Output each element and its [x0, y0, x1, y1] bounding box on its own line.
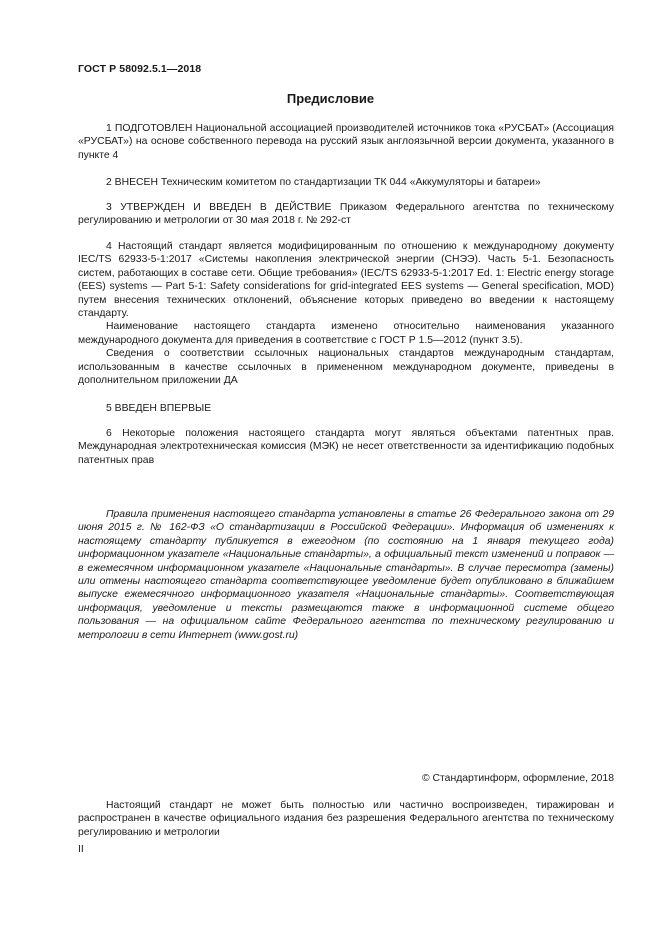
page-title: Предисловие [286, 91, 375, 106]
item-2 [78, 176, 614, 189]
application-notice [78, 508, 614, 642]
item-1-text: 1 ПОДГОТОВЛЕН Национальной ассоциацией производителей источников тока «РУСБАТ» (Ассоциация «РУСБАТ») на основе собственного перевода на русский язык англоязычной версии документа, указанного в пункте 4 [78, 123, 614, 161]
item-6-text: 6 Некоторые положения настоящего стандарта могут являться объектами патентных прав. Международная электротехническая комиссия (МЭК) не несет ответственности за идентификацию подобных патентных прав [78, 428, 614, 466]
item-1 [78, 122, 614, 162]
item-4-text: 4 Настоящий стандарт является модифицированным по отношению к международному документу IEC/TS 62933-5-1:2017 «Системы накопления электрической энергии (СНЭЭ). Часть 5-1. Безопасность систем, работающих в составе сети. Общие требования» (IEC/TS 62933-5-1:2017 Ed. 1: Electric energy storage (EES) systems — Part 5-1: Safety considerations for grid-integrated EES systems — General specification, MOD) путем внесения технических отклонений, объяснение которых приведено во введении к настоящему стандарту. [78, 241, 614, 320]
item-6 [78, 427, 614, 467]
application-notice-text: Правила применения настоящего стандарта установлены в статье 26 Федерального закона от 29 июня 2015 г. № 162-ФЗ «О стандартизации в Российской Федерации». Информация об изменениях к настоящему стандарту публикуется в ежегодном (по состоянию на 1 января текущего года) информационном указателе «Национальные стандарты», а официальный текст изменений и поправок — в ежемесячном информационном указателе «Национальные стандарты». В случае пересмотра (замены) или отмены настоящего стандарта соответствующее уведомление будет опубликовано в ближайшем выпуске ежемесячного информационного указателя «Национальные стандарты». Соответствующая информация, уведомление и тексты размещаются также в информационной системе общего пользования — на официальном сайте Федерального агентства по техническому регулированию и метрологии в сети Интернет (www.gost.ru) [78, 509, 614, 641]
item-5-text: 5 ВВЕДЕН ВПЕРВЫЕ [106, 403, 212, 414]
item-5 [78, 402, 614, 415]
item-2-text: 2 ВНЕСЕН Техническим комитетом по стандартизации ТК 044 «Аккумуляторы и батареи» [106, 177, 541, 188]
copyright: © Стандартинформ, оформление, 2018 [421, 773, 614, 784]
item-4-refs-note: Сведения о соответствии ссылочных национальных стандартов международным стандартам, использованным в качестве ссылочных в примененном международном документе, приведены в дополнительном приложении ДА [78, 348, 614, 387]
document-code: ГОСТ Р 58092.5.1—2018 [78, 63, 202, 75]
item-3-text: 3 УТВЕРЖДЕН И ВВЕДЕН В ДЕЙСТВИЕ Приказом Федерального агентства по техническому регулированию и метрологии от 30 мая 2018 г. № 292-ст [78, 202, 614, 227]
reproduction-notice-text: Настоящий стандарт не может быть полностью или частично воспроизведен, тиражирован и распространен в качестве официального издания без разрешения Федерального агентства по техническому регулированию и метрологии [78, 800, 614, 838]
item-4-name-note: Наименование настоящего стандарта изменено относительно наименования указанного международного документа для приведения в соответствие с ГОСТ Р 1.5—2012 (пункт 3.5). [78, 321, 614, 346]
page-number: II [78, 844, 84, 855]
reproduction-notice [78, 799, 614, 839]
item-3 [78, 201, 614, 228]
item-4 [78, 240, 614, 387]
